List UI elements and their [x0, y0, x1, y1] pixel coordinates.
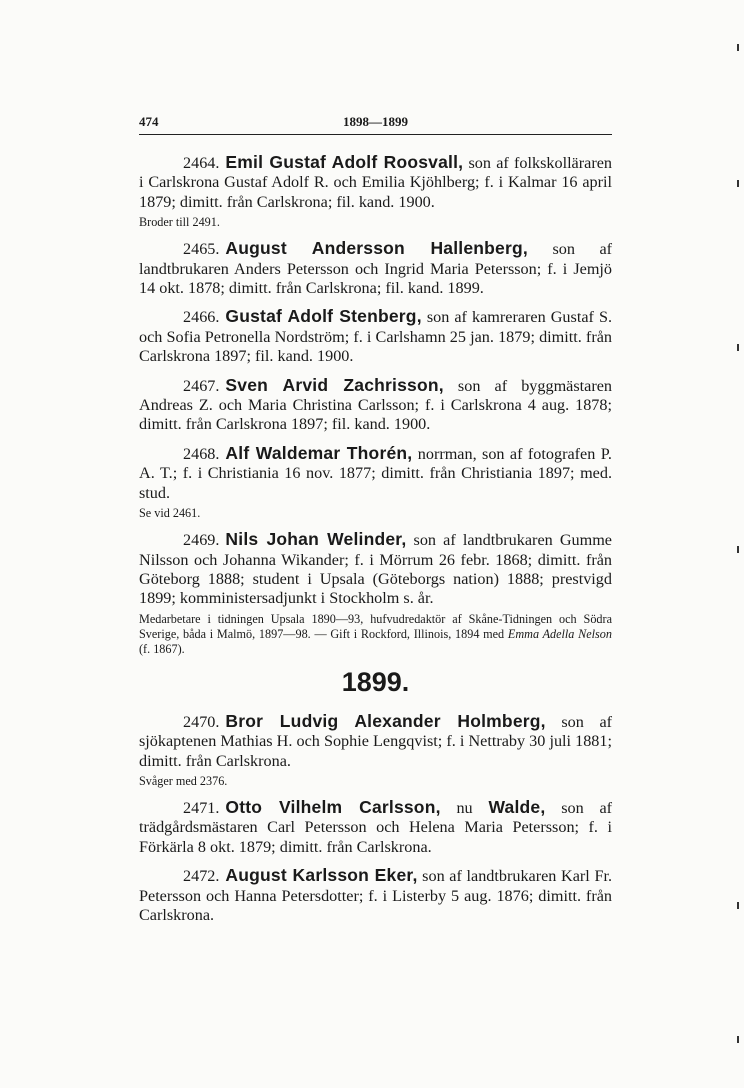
entry-number: 2466.: [183, 308, 220, 327]
entry-note-spouse: Emma Adella Nelson: [507, 626, 612, 641]
entry-2466: [139, 307, 612, 366]
entry-2469: [139, 530, 612, 657]
entry-number: 2469.: [183, 531, 220, 550]
entry-2467: [139, 376, 612, 435]
entry-2465: [139, 239, 612, 298]
entry-text: son af landtbrukaren Anders Petersson och Ingrid Maria Petersson; f. i Jemjö 14 okt. 1878; dimitt. från Carlskrona; fil. kand. 1899.: [139, 240, 613, 298]
entry-2468: [139, 444, 612, 521]
entry-number: 2468.: [183, 444, 220, 463]
entry-name-alt: Walde,: [488, 796, 546, 817]
entry-text: son af landtbrukaren Gumme Nilsson och Johanna Wikander; f. i Mörrum 26 febr. 1868; dimitt. från Göteborg 1888; student i Upsala (Göteborgs nation) 1888; prestvigd 1899; komministersadjunkt i Stockholm s. år.: [139, 531, 612, 608]
entry-note: Broder till 2491.: [139, 215, 220, 230]
entry-note: Se vid 2461.: [139, 506, 201, 521]
entry-text: son af trädgårdsmästaren Carl Petersson och Helena Maria Petersson; f. i Förkärla 8 okt. 1879; dimitt. från Carlskrona.: [139, 798, 613, 856]
entry-number: 2471.: [183, 798, 220, 817]
entry-number: 2465.: [183, 240, 220, 259]
running-head: 1898—1899: [343, 114, 408, 129]
scan-mark: [737, 1036, 739, 1043]
scan-mark: [737, 44, 739, 51]
year-heading: 1899.: [341, 666, 410, 697]
entry-text: son af folkskolläraren i Carlskrona Gustaf Adolf R. och Emilia Kjöhlberg; f. i Kalmar 16 april 1879; dimitt. från Carlskrona; fil. kand. 1900.: [139, 154, 612, 211]
entry-note-text: Medarbetare i tidningen Upsala 1890—93, hufvudredaktör af Skåne-Tidningen och Södra Sverige, båda i Malmö, 1897—98. — Gift i Rockford, Illinois, 1894 med: [139, 611, 612, 641]
entry-name: Alf Waldemar Thorén,: [225, 442, 413, 463]
entry-text: norrman, son af fotografen P. A. T.; f. i Christiania 16 nov. 1877; dimitt. från Christiania 1897; med. stud.: [139, 444, 612, 502]
scan-mark: [737, 902, 739, 909]
entry-2470: [139, 712, 612, 789]
document-page: [139, 114, 612, 934]
entry-note-end: (f. 1867).: [139, 641, 185, 656]
entry-name: August Karlsson Eker,: [225, 865, 418, 886]
entry-number: 2470.: [183, 712, 220, 731]
entry-number: 2472.: [183, 867, 220, 886]
page-header: [139, 114, 612, 134]
entry-text: son af sjökaptenen Mathias H. och Sophie Lengqvist; f. i Nettraby 30 juli 1881; dimitt. från Carlskrona.: [139, 712, 613, 770]
entry-name: Nils Johan Welinder,: [225, 529, 407, 550]
header-rule: [139, 134, 612, 135]
entry-name: Emil Gustaf Adolf Roosvall,: [225, 152, 464, 172]
page-number: 474: [139, 114, 159, 129]
entry-name: Gustaf Adolf Stenberg,: [225, 306, 422, 327]
entry-text: son af byggmästaren Andreas Z. och Maria Christina Carlsson; f. i Carlskrona 4 aug. 1878; dimitt. från Carlskrona 1897; fil. kand. 1900.: [139, 376, 612, 434]
entry-2471: [139, 798, 612, 857]
entry-number: 2467.: [183, 376, 220, 395]
entry-text: son af kamreraren Gustaf S. och Sofia Petronella Nordström; f. i Carlshamn 25 jan. 1879; dimitt. från Carlskrona 1897; fil. kand. 1900.: [139, 308, 613, 366]
scan-mark: [737, 180, 739, 187]
scan-mark: [737, 546, 739, 553]
entry-name: Bror Ludvig Alexander Holmberg,: [225, 710, 546, 731]
entry-number: 2464.: [183, 154, 220, 172]
entry-2464: [139, 153, 612, 230]
scan-mark: [737, 344, 739, 351]
entry-2472: [139, 866, 612, 925]
entry-name: Sven Arvid Zachrisson,: [225, 374, 444, 395]
entry-text: son af landtbrukaren Karl Fr. Petersson och Hanna Petersdotter; f. i Listerby 5 aug. 1876; dimitt. från Carlskrona.: [139, 867, 612, 924]
entry-name: August Andersson Hallenberg,: [225, 238, 528, 259]
entry-text-pre: nu: [456, 798, 473, 817]
entry-note: Svåger med 2376.: [139, 773, 228, 788]
entry-name: Otto Vilhelm Carlsson,: [225, 796, 441, 817]
entry-note: [139, 612, 612, 657]
